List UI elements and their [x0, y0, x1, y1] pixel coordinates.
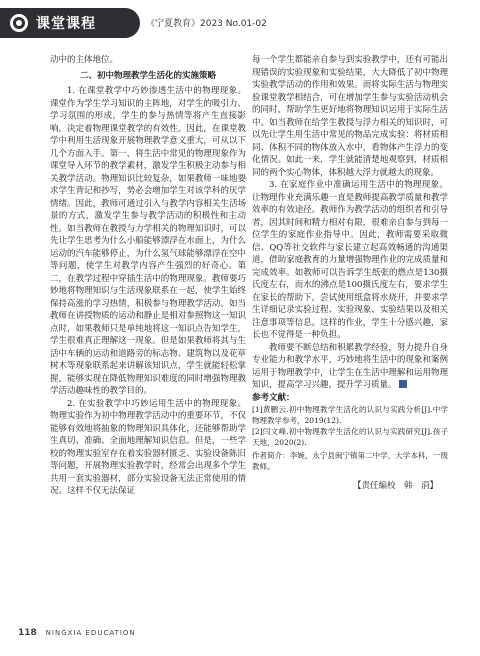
page-number: 118 — [18, 628, 37, 638]
body-paragraph: 1. 在课堂教学中巧妙渗透生活中的物理现象。课堂作为学生学习知识的主阵地，对学生的吸引力、学习氛围的形成，学生的参与热情等将产生直接影响，决定着物理课堂教学的有效性。因此，在课堂教学中利用生活现象开展物理教学意义重大，可从以下几个方面入手。第一，将生活中常见的物理现象作为课堂导入环节的教学素材，激发学生积极主动参与相关教学活动。物理知识比较复杂，如果教师一味地要求学生背记和抄写，势必会增加学生对该学科的厌学情绪。因此，教师可通过引入与教学内容相关生活场景的方式，激发学生参与教学活动的积极性和主动性。如当教师在教授与力学相关的物理知识时，可以先让学生思考为什么小船能够漂浮在水面上，为什么运动的汽车能够停止，为什么氢气球能够漂浮在空中等问题，使学生对教学内容产生强烈的好奇心。第二，在教学过程中穿插生活中的物理现象。教师要巧妙地将物理知识与生活现象联系在一起，使学生始终保持高涨的学习热情，积极参与物理教学活动。如当教师在讲授物质的运动和静止是相对参照物这一知识点时，如果教师只是单纯地将这一知识点告知学生，学生很难真正理解这一现象。但是如果教师将其与生活中车辆的运动和道路旁的标志物、建筑物以及花草树木等现象联系起来讲解该知识点，学生就能轻松掌握，能够实现在降低物理知识难度的同时增强物理教学活动趣味性的教学目的。 — [50, 86, 246, 396]
body-paragraph: 3. 在家庭作业中准确运用生活中的物理现象。让物理作业充满乐趣一直是教师提高教学质量和教学效率的有效途径。教师作为教学活动的组织者和引导者，因其时间和精力相对有限，很难亲自参与到每一位学生的家庭作业指导中。因此，教师需要采取微信、QQ等社交软件与家长建立起高效畅通的沟通渠道，借助家庭教育的力量增强物理作业的完成质量和完成效率。如教师可以告诉学生纸张的燃点是130摄氏度左右，而水的沸点是100摄氏度左右，要求学生在家长的帮助下，尝试使用纸盒将水烧开，并要求学生详细记录实验过程、实验现象、实验结果以及相关注意事项等信息。这样的作业，学生十分感兴趣，家长也不觉得是一种负担。 — [252, 180, 448, 340]
end-mark-icon — [399, 380, 407, 388]
body-paragraph: 动中的主体地位。 — [50, 55, 119, 65]
magazine-name: NINGXIA EDUCATION — [45, 629, 136, 637]
author-bio: 作者简介：李婉，永宁县闽宁镇第二中学，大学本科，一级教师。 — [252, 451, 448, 471]
reference-item: [1]黄鹏云.初中物理教学生活化的认识与实践分析[J].中学物理教学参考，2019(12). — [252, 405, 448, 425]
paragraph-text: 教师要不断总结和积累教学经验，努力提升自身专业能力和教学水平，巧妙地将生活中的现象和案例运用于物理教学中，让学生在生活中理解和运用物理知识，提高学习兴趣，提升学习质量。 — [252, 342, 448, 390]
left-column — [50, 54, 246, 498]
section-badge — [0, 8, 140, 38]
right-column — [252, 54, 448, 493]
references-title: 参考文献： — [252, 392, 295, 403]
page-header — [0, 0, 480, 46]
body-paragraph — [252, 342, 448, 392]
issue-info: 《宁夏教育》2023 No.01-02 — [146, 19, 267, 29]
body-paragraph: 2. 在实验教学中巧妙运用生活中的物理现象。物理实验作为初中物理教学活动中的重要环节，不仅能够有效地将抽象的物理知识具体化，还能够帮助学生真切、准确、全面地理解知识信息。但是，一些学校的物理实验室存在着实验器材匮乏、实验设备陈旧等问题，开展物理实验教学时，经常会出现多个学生共用一套实验器材，部分实验设备无法正常使用的情况。这样不仅无法保证 — [50, 398, 246, 496]
body-paragraph: 每一个学生都能亲自参与到实验教学中，还有可能出现错误的实验现象和实验结果，大大降低了初中物理实验教学活动的作用和效果。而将实际生活与物理实验课堂教学相结合，可在增加学生参与实验活动机会的同时，帮助学生更好地将物理知识运用于实际生活中。如当教师在给学生教授与浮力相关的知识时，可以先让学生用生活中常见的物品完成实验：将材质相同、体积不同的物体放入水中，看物体产生浮力的变化情况。如此一来，学生就能清楚地观察到，材质相同的两个实心物体，体积越大浮力就越大的现象。 — [252, 55, 448, 178]
section-heading: 二、初中物理教学生活化的实施策略 — [79, 70, 216, 81]
section-label: 课堂课程 — [36, 16, 96, 32]
editor-credit: 【责任编校 韩 涓】 — [352, 481, 438, 491]
badge-circle-icon — [10, 14, 28, 32]
page-footer — [18, 628, 136, 638]
reference-item: [2]闫文峰.初中物理教学生活化的认识与实践研究[J].孩子天地，2020(2). — [252, 427, 448, 447]
